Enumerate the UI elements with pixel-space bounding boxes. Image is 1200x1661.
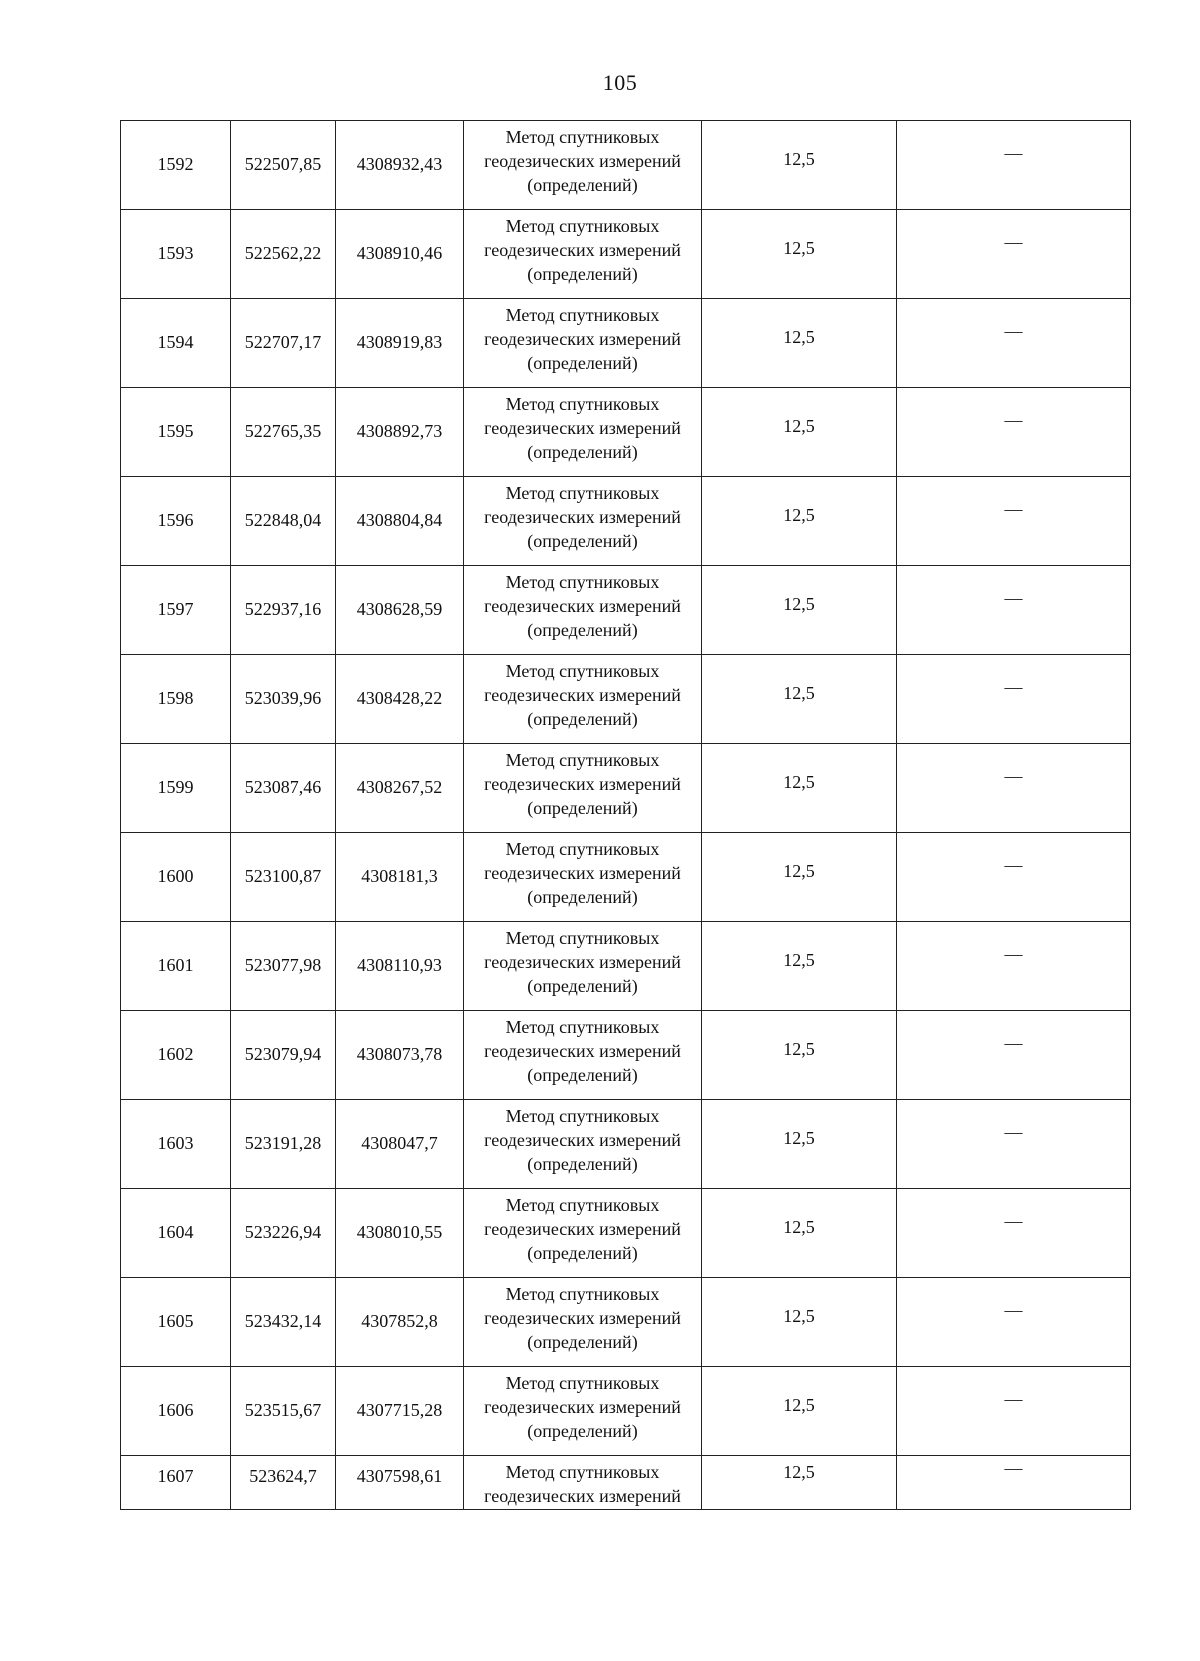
coordinate-x-cell: [231, 922, 336, 1011]
coordinate-x-cell: [231, 1367, 336, 1456]
coordinate-x-cell: [231, 1011, 336, 1100]
coordinate-x-cell: [231, 1100, 336, 1189]
method-text: [464, 1189, 701, 1265]
coordinate-y-cell: [336, 388, 464, 477]
coordinate-y: 4308073,78: [356, 1044, 443, 1064]
note-cell: [897, 1100, 1131, 1189]
method-line: геодезических измерений: [484, 1130, 681, 1150]
method-line: Метод спутниковых: [505, 394, 660, 414]
note-cell: [897, 833, 1131, 922]
note-cell: [897, 477, 1131, 566]
accuracy-cell: [702, 210, 897, 299]
note-dash: —: [1004, 1211, 1023, 1231]
coordinate-x: 522937,16: [244, 599, 322, 619]
method-cell: [464, 299, 702, 388]
method-text: [464, 1011, 701, 1087]
note-dash: —: [1004, 588, 1023, 608]
method-line: Метод спутниковых: [505, 750, 660, 770]
table-row: [121, 1189, 1131, 1278]
note-dash: —: [1004, 143, 1023, 163]
method-line: геодезических измерений: [484, 596, 681, 616]
accuracy: 12,5: [783, 1462, 815, 1482]
note-cell: [897, 1367, 1131, 1456]
method-line: Метод спутниковых: [505, 1373, 660, 1393]
point-number-cell: [121, 1189, 231, 1278]
point-number-cell: [121, 1456, 231, 1510]
accuracy: 12,5: [783, 149, 815, 169]
method-line: геодезических измерений: [484, 952, 681, 972]
method-text: [464, 1100, 701, 1176]
accuracy-cell: [702, 1367, 897, 1456]
method-line: Метод спутниковых: [505, 928, 660, 948]
point-number-cell: [121, 1100, 231, 1189]
accuracy-cell: [702, 1011, 897, 1100]
note-cell: [897, 1189, 1131, 1278]
method-line: геодезических измерений: [484, 1041, 681, 1061]
coordinate-y: 4307852,8: [361, 1311, 438, 1331]
coordinate-y-cell: [336, 299, 464, 388]
method-line: Метод спутниковых: [505, 1017, 660, 1037]
coordinate-y: 4308892,73: [356, 421, 443, 441]
coordinate-x-cell: [231, 655, 336, 744]
coordinate-y-cell: [336, 566, 464, 655]
accuracy-cell: [702, 922, 897, 1011]
method-line: (определений): [527, 531, 638, 551]
point-number-cell: [121, 210, 231, 299]
accuracy-cell: [702, 655, 897, 744]
method-text: [464, 388, 701, 464]
coordinate-x-cell: [231, 210, 336, 299]
point-number-cell: [121, 922, 231, 1011]
coordinate-y-cell: [336, 210, 464, 299]
method-line: геодезических измерений: [484, 863, 681, 883]
method-line: (определений): [527, 620, 638, 640]
table-row: [121, 833, 1131, 922]
coordinate-y: 4308110,93: [357, 955, 442, 975]
coordinate-y: 4308428,22: [356, 688, 443, 708]
note-cell: [897, 388, 1131, 477]
coordinate-x: 523087,46: [244, 777, 322, 797]
note-cell: [897, 1456, 1131, 1510]
method-text: [464, 833, 701, 909]
accuracy-cell: [702, 477, 897, 566]
accuracy: 12,5: [783, 950, 815, 970]
table-row: [121, 388, 1131, 477]
method-line: Метод спутниковых: [505, 572, 660, 592]
method-line: (определений): [527, 264, 638, 284]
note-dash: —: [1004, 944, 1023, 964]
point-number: 1596: [157, 510, 194, 530]
method-text: [464, 1367, 701, 1443]
method-line: (определений): [527, 175, 638, 195]
accuracy: 12,5: [783, 1306, 815, 1326]
method-line: (определений): [527, 798, 638, 818]
point-number: 1594: [157, 332, 194, 352]
coordinate-x-cell: [231, 833, 336, 922]
method-line: геодезических измерений: [484, 329, 681, 349]
method-line: (определений): [527, 1243, 638, 1263]
note-dash: —: [1004, 1300, 1023, 1320]
method-text: [464, 744, 701, 820]
coordinate-x-cell: [231, 299, 336, 388]
coordinate-y: 4308010,55: [356, 1222, 443, 1242]
accuracy-cell: [702, 1100, 897, 1189]
accuracy: 12,5: [783, 1395, 815, 1415]
coordinate-y-cell: [336, 121, 464, 210]
accuracy: 12,5: [783, 683, 815, 703]
coordinate-x-cell: [231, 1456, 336, 1510]
coordinate-x: 522765,35: [244, 421, 322, 441]
accuracy-cell: [702, 566, 897, 655]
point-number-cell: [121, 744, 231, 833]
accuracy: 12,5: [783, 1039, 815, 1059]
table-row: [121, 1367, 1131, 1456]
coordinate-x: 522707,17: [244, 332, 322, 352]
method-text: [464, 210, 701, 286]
coordinate-y-cell: [336, 922, 464, 1011]
note-cell: [897, 566, 1131, 655]
method-text: [464, 1456, 701, 1508]
coordinate-x-cell: [231, 566, 336, 655]
coordinate-x: 523432,14: [244, 1311, 322, 1331]
accuracy-cell: [702, 1278, 897, 1367]
coordinate-x: 522562,22: [244, 243, 322, 263]
method-line: (определений): [527, 976, 638, 996]
point-number: 1595: [157, 421, 194, 441]
method-line: Метод спутниковых: [505, 1195, 660, 1215]
coordinate-y-cell: [336, 833, 464, 922]
accuracy: 12,5: [783, 594, 815, 614]
method-line: геодезических измерений: [484, 507, 681, 527]
point-number: 1599: [157, 777, 194, 797]
table-row: [121, 1278, 1131, 1367]
method-cell: [464, 388, 702, 477]
page-number: 105: [602, 70, 638, 95]
method-cell: [464, 1278, 702, 1367]
coordinate-x: 523226,94: [244, 1222, 322, 1242]
coordinate-x: 523100,87: [244, 866, 322, 886]
note-cell: [897, 1011, 1131, 1100]
point-number: 1597: [157, 599, 194, 619]
method-line: геодезических измерений: [484, 151, 681, 171]
method-cell: [464, 121, 702, 210]
coordinate-x: 523191,28: [244, 1133, 322, 1153]
method-line: геодезических измерений: [484, 685, 681, 705]
coordinate-x: 523624,7: [249, 1466, 317, 1486]
coordinate-y: 4307715,28: [356, 1400, 443, 1420]
coordinate-y-cell: [336, 1011, 464, 1100]
table-row: [121, 922, 1131, 1011]
method-line: геодезических измерений: [484, 1219, 681, 1239]
coordinate-y: 4308910,46: [356, 243, 443, 263]
method-line: геодезических измерений: [484, 1397, 681, 1417]
coordinate-y: 4308628,59: [356, 599, 443, 619]
coordinate-x-cell: [231, 744, 336, 833]
coordinate-x: 522848,04: [244, 510, 322, 530]
method-line: геодезических измерений: [484, 240, 681, 260]
method-cell: [464, 477, 702, 566]
method-line: Метод спутниковых: [505, 1106, 660, 1126]
point-number-cell: [121, 833, 231, 922]
method-text: [464, 655, 701, 731]
method-line: (определений): [527, 1421, 638, 1441]
accuracy: 12,5: [783, 416, 815, 436]
note-cell: [897, 299, 1131, 388]
method-line: (определений): [527, 353, 638, 373]
point-number: 1603: [157, 1133, 194, 1153]
method-line: геодезических измерений: [484, 418, 681, 438]
coordinate-y-cell: [336, 655, 464, 744]
method-line: (определений): [527, 887, 638, 907]
method-text: [464, 566, 701, 642]
point-number: 1602: [157, 1044, 194, 1064]
point-number-cell: [121, 299, 231, 388]
method-text: [464, 1278, 701, 1354]
point-number: 1601: [157, 955, 194, 975]
table-row: [121, 210, 1131, 299]
table-row: [121, 121, 1131, 210]
point-number-cell: [121, 121, 231, 210]
method-line: геодезических измерений: [484, 774, 681, 794]
point-number-cell: [121, 1011, 231, 1100]
coordinate-y: 4308047,7: [361, 1133, 438, 1153]
coordinate-y: 4308267,52: [356, 777, 443, 797]
point-number-cell: [121, 566, 231, 655]
method-cell: [464, 655, 702, 744]
coordinate-y: 4308804,84: [356, 510, 443, 530]
point-number: 1604: [157, 1222, 194, 1242]
method-cell: [464, 833, 702, 922]
coordinate-x-cell: [231, 477, 336, 566]
table-body: [121, 121, 1131, 1510]
method-line: геодезических измерений: [484, 1486, 681, 1506]
table-row: [121, 744, 1131, 833]
note-dash: —: [1004, 321, 1023, 341]
method-cell: [464, 1367, 702, 1456]
method-line: (определений): [527, 1332, 638, 1352]
note-dash: —: [1004, 1033, 1023, 1053]
accuracy-cell: [702, 744, 897, 833]
note-dash: —: [1004, 1122, 1023, 1142]
method-cell: [464, 1189, 702, 1278]
accuracy-cell: [702, 299, 897, 388]
method-line: геодезических измерений: [484, 1308, 681, 1328]
method-text: [464, 922, 701, 998]
note-dash: —: [1004, 1458, 1023, 1478]
coordinate-y: 4308181,3: [361, 866, 438, 886]
coordinate-y-cell: [336, 744, 464, 833]
point-number-cell: [121, 1278, 231, 1367]
coordinate-x: 523079,94: [244, 1044, 322, 1064]
method-line: (определений): [527, 1154, 638, 1174]
method-line: Метод спутниковых: [505, 1462, 660, 1482]
table-row: [121, 566, 1131, 655]
point-number-cell: [121, 1367, 231, 1456]
accuracy-cell: [702, 388, 897, 477]
coordinate-x-cell: [231, 388, 336, 477]
note-dash: —: [1004, 677, 1023, 697]
method-cell: [464, 1100, 702, 1189]
coordinate-y-cell: [336, 1367, 464, 1456]
point-number: 1606: [157, 1400, 194, 1420]
coordinate-x: 522507,85: [244, 154, 322, 174]
method-line: Метод спутниковых: [505, 483, 660, 503]
method-text: [464, 477, 701, 553]
coordinate-x-cell: [231, 1189, 336, 1278]
table-row: [121, 299, 1131, 388]
accuracy-cell: [702, 121, 897, 210]
point-number: 1605: [157, 1311, 194, 1331]
point-number: 1607: [157, 1466, 194, 1486]
method-line: Метод спутниковых: [505, 127, 660, 147]
coordinate-x: 523039,96: [244, 688, 322, 708]
method-line: (определений): [527, 709, 638, 729]
method-line: Метод спутниковых: [505, 661, 660, 681]
coordinate-y: 4308919,83: [356, 332, 443, 352]
method-cell: [464, 1011, 702, 1100]
coordinates-table: [120, 120, 1131, 1510]
coordinate-y-cell: [336, 1278, 464, 1367]
coordinate-y-cell: [336, 1100, 464, 1189]
method-text: [464, 299, 701, 375]
coordinate-y-cell: [336, 477, 464, 566]
table-row: [121, 655, 1131, 744]
accuracy: 12,5: [783, 861, 815, 881]
point-number-cell: [121, 655, 231, 744]
accuracy: 12,5: [783, 772, 815, 792]
note-cell: [897, 922, 1131, 1011]
note-dash: —: [1004, 1389, 1023, 1409]
coordinate-y: 4308932,43: [356, 154, 443, 174]
point-number: 1598: [157, 688, 194, 708]
note-cell: [897, 655, 1131, 744]
note-dash: —: [1004, 855, 1023, 875]
coordinate-y: 4307598,61: [356, 1466, 443, 1486]
method-cell: [464, 566, 702, 655]
point-number: 1593: [157, 243, 194, 263]
method-line: Метод спутниковых: [505, 1284, 660, 1304]
table-row: [121, 477, 1131, 566]
accuracy: 12,5: [783, 505, 815, 525]
note-cell: [897, 744, 1131, 833]
point-number: 1592: [157, 154, 194, 174]
accuracy-cell: [702, 833, 897, 922]
method-cell: [464, 922, 702, 1011]
coordinate-x-cell: [231, 1278, 336, 1367]
accuracy-cell: [702, 1189, 897, 1278]
point-number-cell: [121, 388, 231, 477]
coordinate-x-cell: [231, 121, 336, 210]
method-line: (определений): [527, 1065, 638, 1085]
point-number-cell: [121, 477, 231, 566]
table-row: [121, 1011, 1131, 1100]
method-line: (определений): [527, 442, 638, 462]
note-dash: —: [1004, 232, 1023, 252]
note-dash: —: [1004, 766, 1023, 786]
table-row: [121, 1456, 1131, 1510]
method-cell: [464, 210, 702, 299]
note-cell: [897, 1278, 1131, 1367]
note-cell: [897, 121, 1131, 210]
method-cell: [464, 1456, 702, 1510]
table-row: [121, 1100, 1131, 1189]
method-line: Метод спутниковых: [505, 839, 660, 859]
accuracy: 12,5: [783, 238, 815, 258]
coordinate-y-cell: [336, 1456, 464, 1510]
method-line: Метод спутниковых: [505, 216, 660, 236]
accuracy: 12,5: [783, 1128, 815, 1148]
accuracy: 12,5: [783, 1217, 815, 1237]
coordinate-y-cell: [336, 1189, 464, 1278]
accuracy-cell: [702, 1456, 897, 1510]
method-line: Метод спутниковых: [505, 305, 660, 325]
accuracy: 12,5: [783, 327, 815, 347]
method-text: [464, 121, 701, 197]
point-number: 1600: [157, 866, 194, 886]
coordinate-x: 523077,98: [244, 955, 322, 975]
method-cell: [464, 744, 702, 833]
note-dash: —: [1004, 410, 1023, 430]
note-cell: [897, 210, 1131, 299]
note-dash: —: [1004, 499, 1023, 519]
coordinate-x: 523515,67: [244, 1400, 322, 1420]
